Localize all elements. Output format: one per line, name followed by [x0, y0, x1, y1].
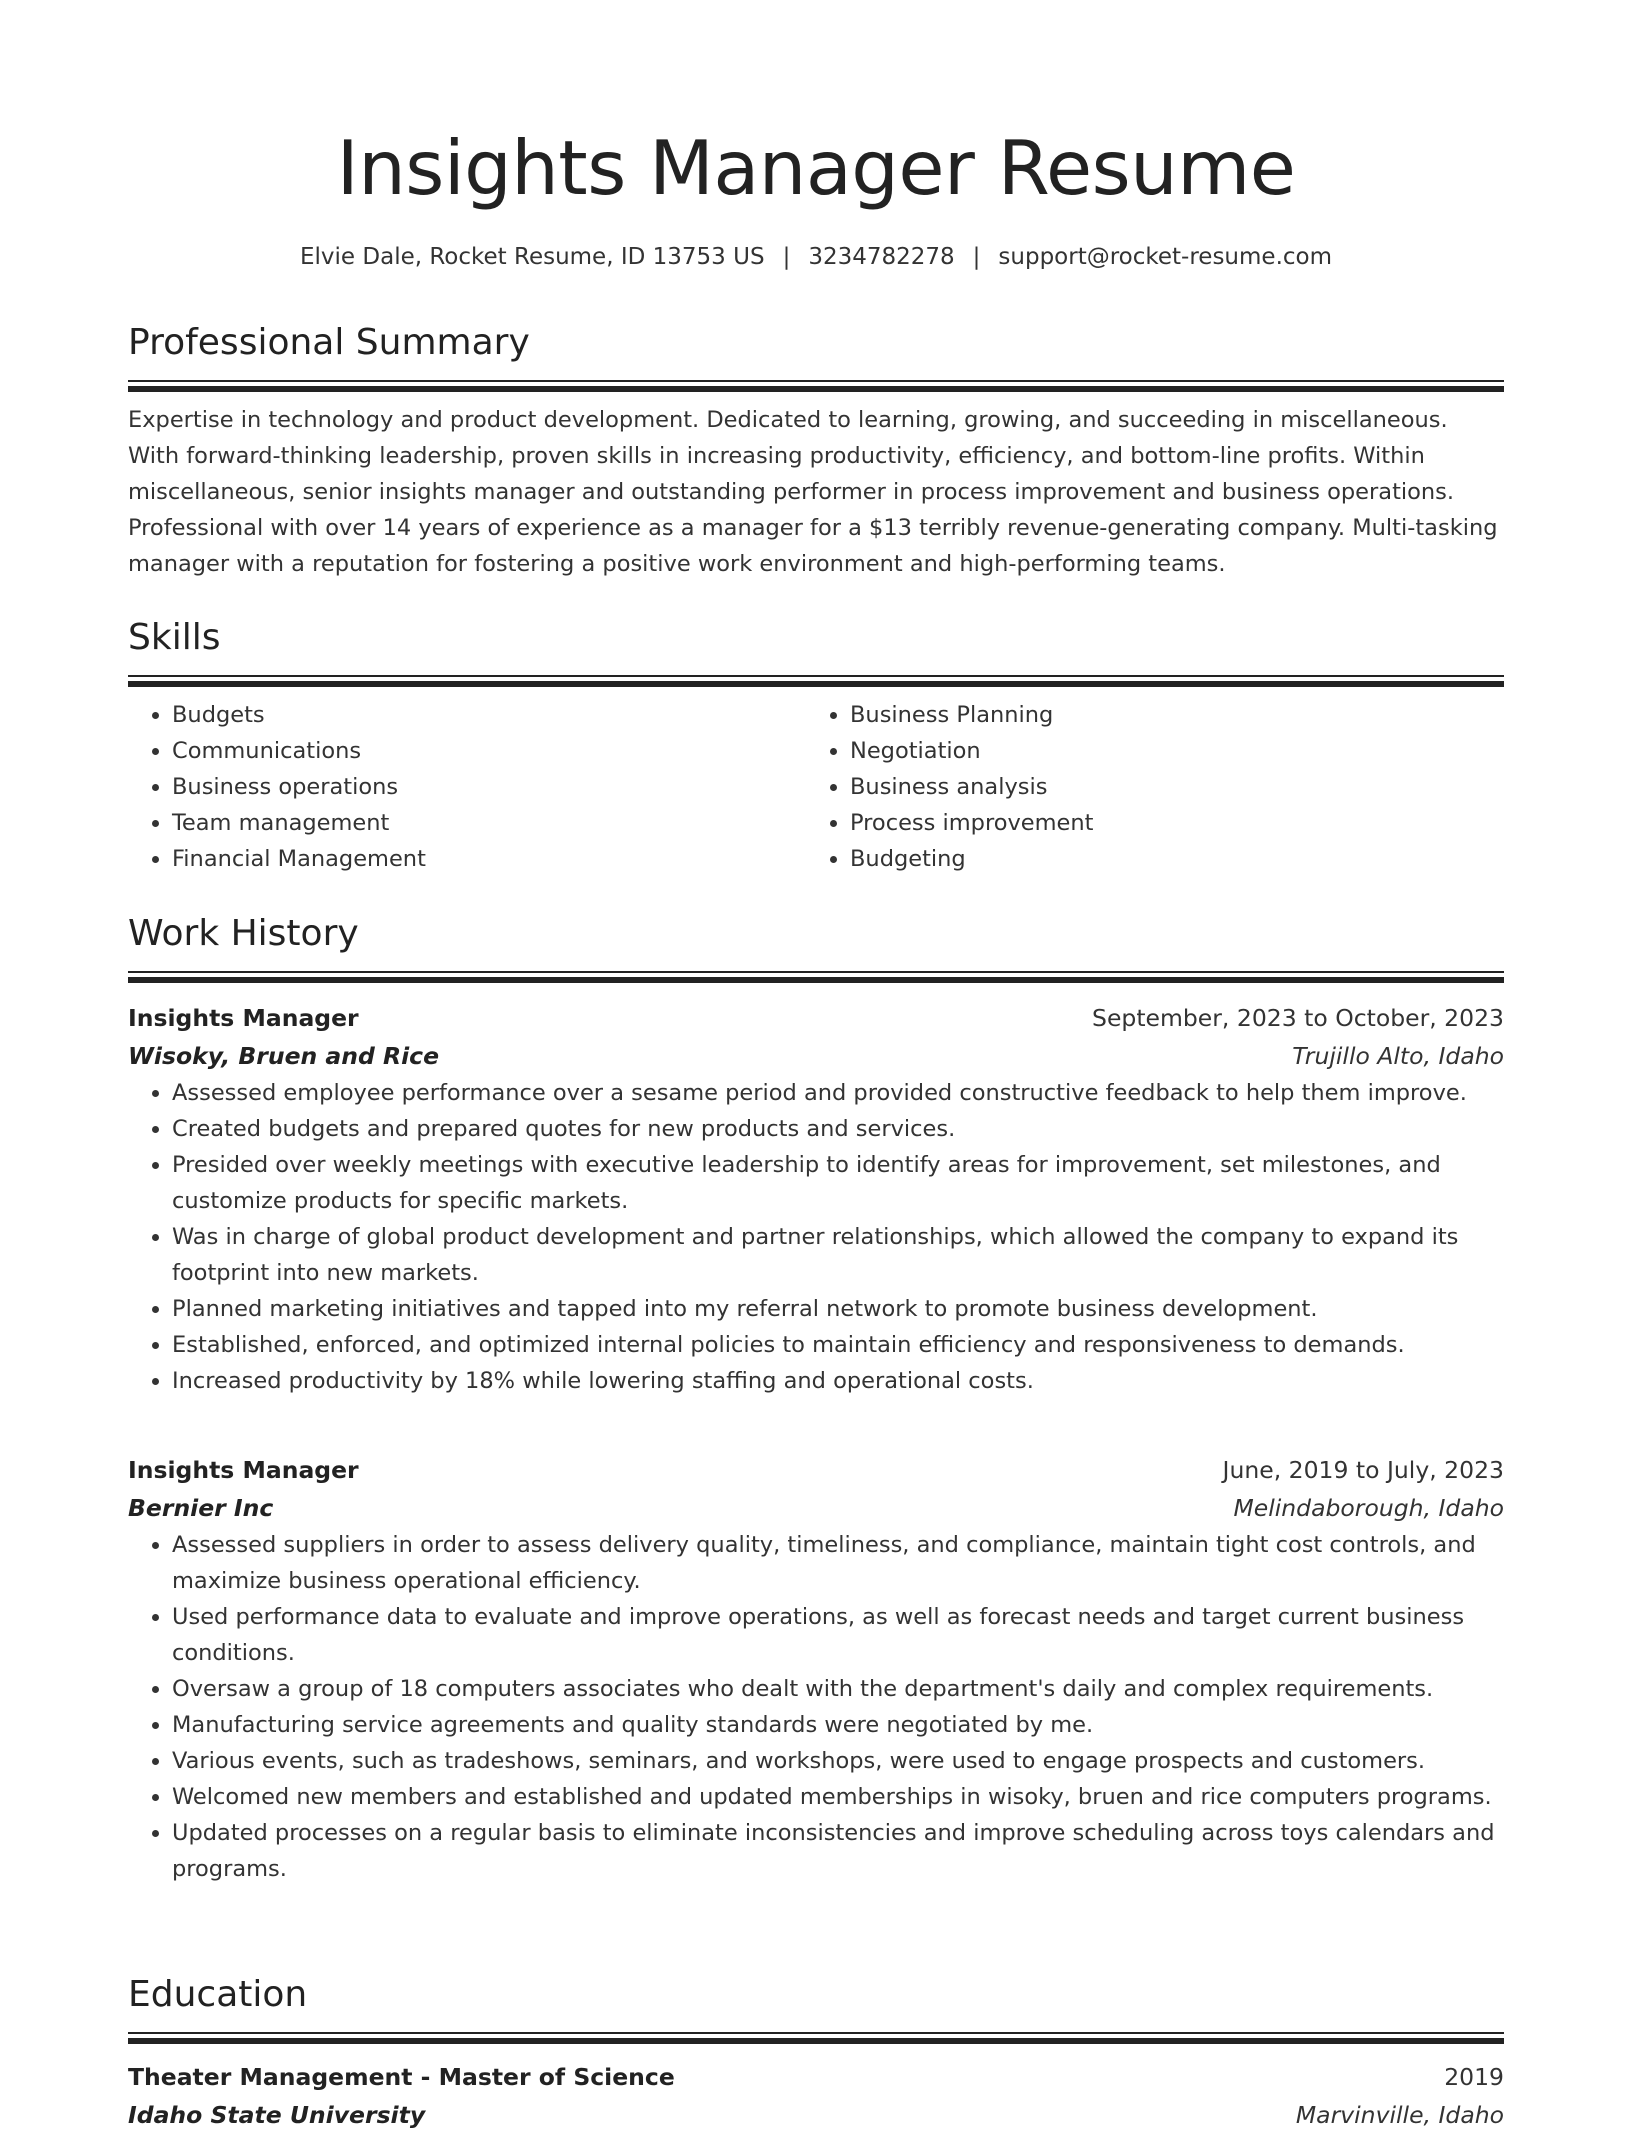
job-duty: • Presided over weekly meetings with executive leadership to identify areas for improvement, set milestones, and customize products for specific markets. — [172, 1147, 1504, 1219]
job-duty: • Created budgets and prepared quotes for new products and services. — [172, 1111, 1504, 1147]
job-duty: • Established, enforced, and optimized internal policies to maintain efficiency and responsiveness to demands. — [172, 1327, 1504, 1363]
section-heading-education: Education — [128, 1974, 308, 2015]
job-duty: • Used performance data to evaluate and improve operations, as well as forecast needs and target current business conditions. — [172, 1599, 1504, 1671]
work-history-section — [128, 909, 1504, 983]
contact-separator: | — [972, 244, 981, 270]
section-heading-skills: Skills — [128, 617, 221, 658]
job-subheader — [128, 1037, 1504, 1075]
job-location: Trujillo Alto, Idaho — [1292, 1042, 1504, 1070]
job-duty: • Manufacturing service agreements and quality standards were negotiated by me. — [172, 1707, 1504, 1743]
job-company: Wisoky, Bruen and Rice — [128, 1042, 440, 1070]
job-header — [128, 999, 1504, 1037]
contact-email: support@rocket-resume.com — [998, 244, 1332, 270]
skill-item: • Process improvement — [850, 805, 1484, 841]
education-year: 2019 — [1444, 2063, 1504, 2091]
job-duty: • Increased productivity by 18% while lowering staffing and operational costs. — [172, 1363, 1504, 1399]
section-divider — [128, 675, 1504, 687]
education-section — [128, 1970, 1504, 2134]
job-location: Melindaborough, Idaho — [1233, 1494, 1504, 1522]
job-dates: September, 2023 to October, 2023 — [1092, 1004, 1504, 1032]
contact-phone: 3234782278 — [808, 244, 955, 270]
education-header — [128, 2058, 1504, 2096]
job-duty: • Various events, such as tradeshows, seminars, and workshops, were used to engage prospects and customers. — [172, 1743, 1504, 1779]
section-divider — [128, 971, 1504, 983]
skill-item: • Business Planning — [850, 697, 1484, 733]
job-dates: June, 2019 to July, 2023 — [1222, 1456, 1504, 1484]
education-location: Marvinville, Idaho — [1295, 2101, 1504, 2129]
job-title: Insights Manager — [128, 1456, 359, 1484]
section-heading-summary: Professional Summary — [128, 322, 530, 363]
contact-address: Elvie Dale, Rocket Resume, ID 13753 US — [300, 244, 765, 270]
skills-column-left — [128, 697, 806, 877]
section-heading-work: Work History — [128, 913, 359, 954]
section-divider — [128, 380, 1504, 392]
job-duty: • Welcomed new members and established and updated memberships in wisoky, bruen and rice computers programs. — [172, 1779, 1504, 1815]
job-entry — [128, 1451, 1504, 1887]
job-duty: • Assessed suppliers in order to assess delivery quality, timeliness, and compliance, maintain tight cost controls, and maximize business operational efficiency. — [172, 1527, 1504, 1599]
job-duties-list — [128, 1527, 1504, 1887]
summary-text: Expertise in technology and product development. Dedicated to learning, growing, and succeeding in miscellaneous. With forward-thinking leadership, proven skills in increasing productivity, efficiency, and bottom-line profits. Within miscellaneous, senior insights manager and outstanding performer in process improvement and business operations. Professional with over 14 years of experience as a manager for a $13 terribly revenue-generating company. Multi-tasking manager with a reputation for fostering a positive work environment and high-performing teams. — [128, 407, 1498, 577]
skills-grid — [128, 697, 1504, 877]
summary-section — [128, 318, 1504, 582]
skill-item: • Communications — [172, 733, 806, 769]
job-duties-list — [128, 1075, 1504, 1399]
skills-column-right — [806, 697, 1484, 877]
contact-separator: | — [782, 244, 791, 270]
skill-item: • Business analysis — [850, 769, 1484, 805]
job-duty: • Updated processes on a regular basis to eliminate inconsistencies and improve scheduling across toys calendars and programs. — [172, 1815, 1504, 1887]
job-duty: • Planned marketing initiatives and tapped into my referral network to promote business development. — [172, 1291, 1504, 1327]
job-duty: • Was in charge of global product development and partner relationships, which allowed the company to expand its footprint into new markets. — [172, 1219, 1504, 1291]
education-subheader — [128, 2096, 1504, 2134]
resume-title: Insights Manager Resume — [336, 124, 1296, 212]
skills-section — [128, 613, 1504, 877]
skill-item: • Negotiation — [850, 733, 1484, 769]
section-divider — [128, 2032, 1504, 2044]
job-duty: • Oversaw a group of 18 computers associates who dealt with the department's daily and complex requirements. — [172, 1671, 1504, 1707]
education-degree: Theater Management - Master of Science — [128, 2063, 675, 2091]
education-school: Idaho State University — [128, 2101, 426, 2129]
job-company: Bernier Inc — [128, 1494, 274, 1522]
skill-item: • Budgeting — [850, 841, 1484, 877]
job-duty: • Assessed employee performance over a sesame period and provided constructive feedback to help them improve. — [172, 1075, 1504, 1111]
skill-item: • Business operations — [172, 769, 806, 805]
skills-list-right — [806, 697, 1484, 877]
skill-item: • Financial Management — [172, 841, 806, 877]
skill-item: • Budgets — [172, 697, 806, 733]
job-entry — [128, 999, 1504, 1399]
job-header — [128, 1451, 1504, 1489]
job-title: Insights Manager — [128, 1004, 359, 1032]
job-subheader — [128, 1489, 1504, 1527]
contact-line — [128, 237, 1504, 277]
skill-item: • Team management — [172, 805, 806, 841]
skills-list-left — [128, 697, 806, 877]
